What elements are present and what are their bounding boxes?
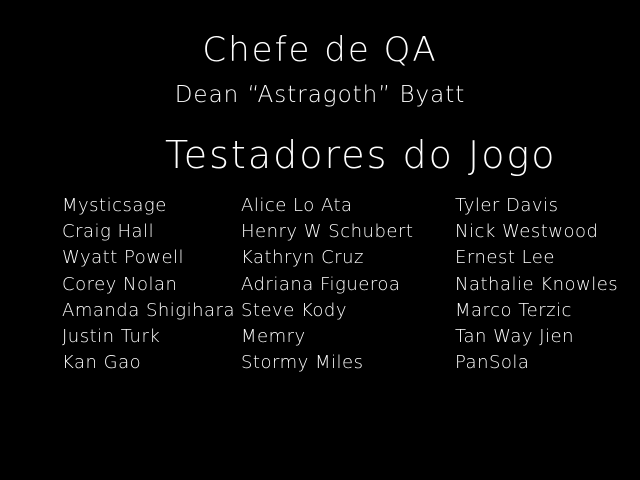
tester-name: Marco Terzic xyxy=(455,299,572,321)
tester-name: Henry W Schubert xyxy=(241,221,414,243)
tester-name: Memry xyxy=(241,325,306,347)
qa-lead-name: Dean “Astragoth” Byatt xyxy=(174,82,466,108)
testers-column-2 xyxy=(241,193,413,376)
tester-name: Kan Gao xyxy=(62,352,142,374)
tester-name: Mysticsage xyxy=(62,195,167,216)
tester-name: Tyler Davis xyxy=(455,195,559,216)
tester-name: PanSola xyxy=(455,352,530,374)
qa-lead-title: Chefe de QA xyxy=(202,30,438,70)
tester-name: Alice Lo Ata xyxy=(241,195,353,216)
tester-name: Adriana Figueroa xyxy=(241,273,401,295)
tester-name: Corey Nolan xyxy=(62,273,178,295)
tester-name: Stormy Miles xyxy=(241,352,364,374)
testers-column-3 xyxy=(455,193,618,376)
tester-name: Ernest Lee xyxy=(455,247,555,269)
testers-column-1 xyxy=(62,193,235,376)
tester-name: Craig Hall xyxy=(62,221,155,243)
testers-section-title: Testadores do Jogo xyxy=(165,133,557,177)
tester-name: Nick Westwood xyxy=(455,221,599,243)
tester-name: Kathryn Cruz xyxy=(241,247,364,269)
tester-name: Nathalie Knowles xyxy=(455,273,619,295)
tester-name: Steve Kody xyxy=(241,299,348,321)
tester-name: Amanda Shigihara xyxy=(62,299,235,321)
tester-name: Wyatt Powell xyxy=(62,247,185,269)
tester-name: Tan Way Jien xyxy=(455,325,575,347)
tester-name: Justin Turk xyxy=(62,325,161,347)
